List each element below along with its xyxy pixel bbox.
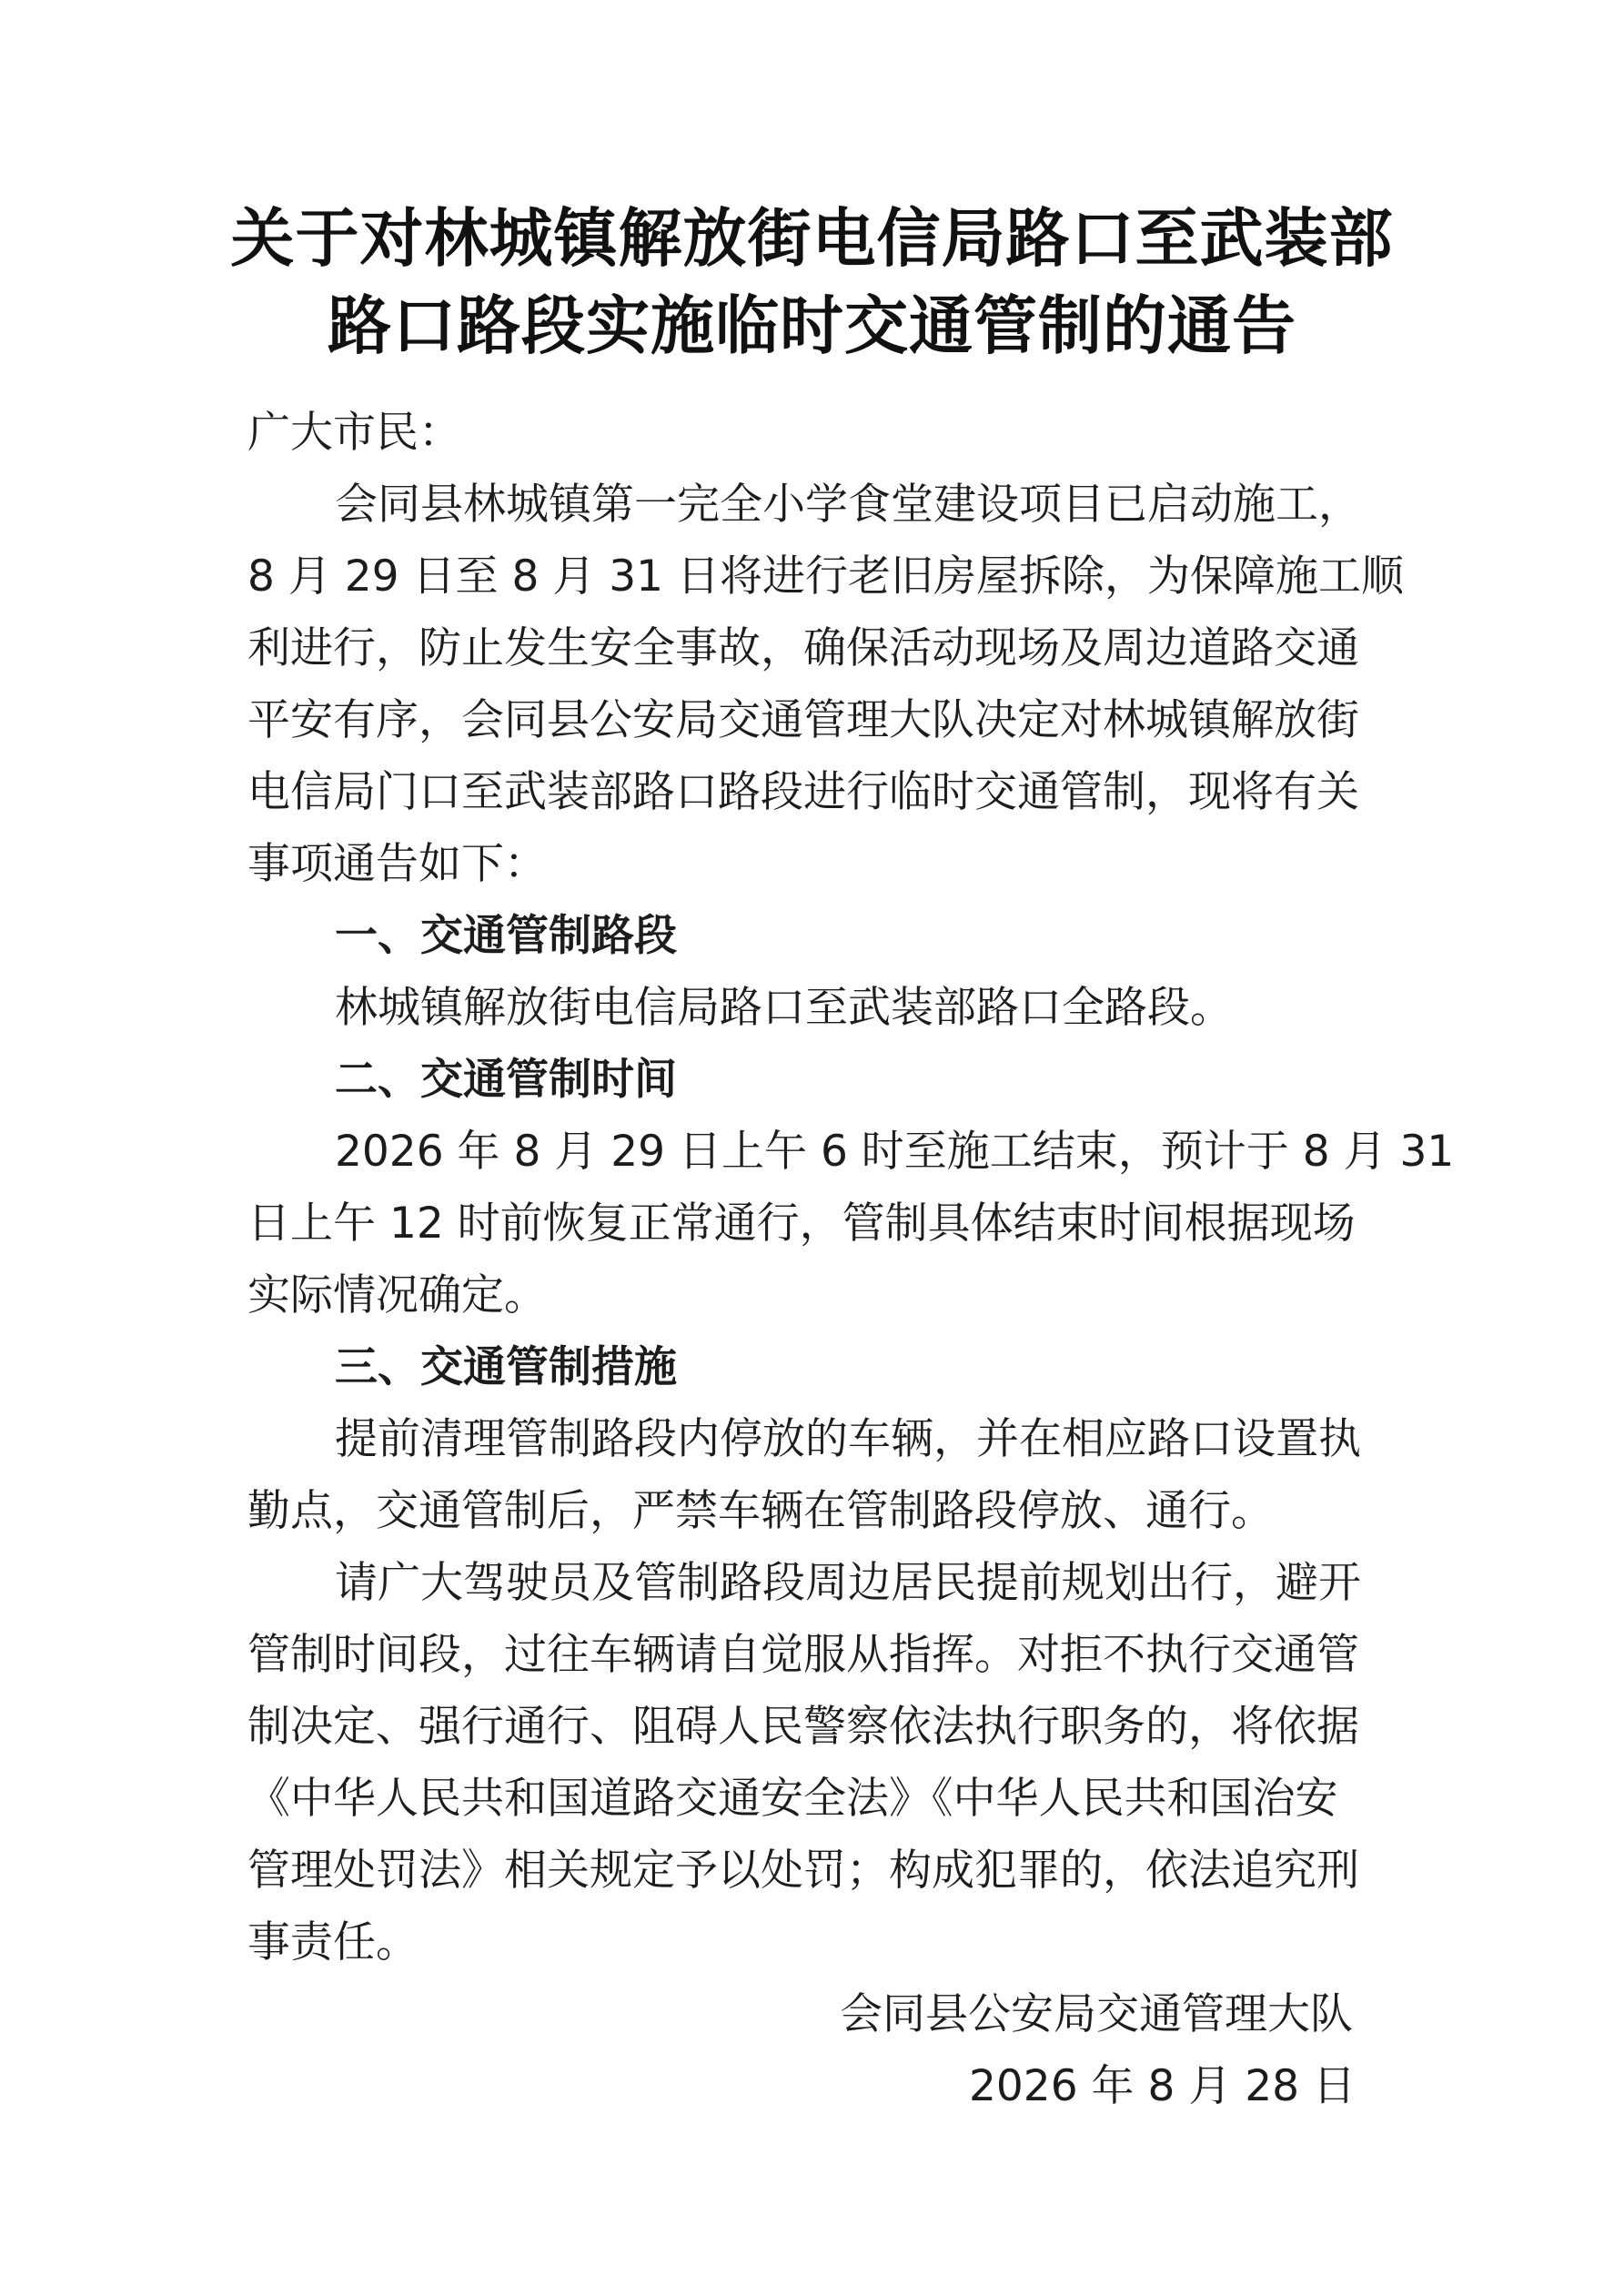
- section-1-line: 林城镇解放街电信局路口至武装部路口全路段。: [335, 983, 1233, 1033]
- closing-line: 管制时间段，过往车辆请自觉服从指挥。对拒不执行交通管: [247, 1630, 1359, 1680]
- intro-line: 平安有序，会同县公安局交通管理大队决定对林城镇解放街: [247, 695, 1359, 745]
- document-title-line-2: 路口路段实施临时交通管制的通告: [328, 288, 1296, 363]
- intro-line: 会同县林城镇第一完全小学食堂建设项目已启动施工，: [335, 480, 1361, 530]
- section-heading-3: 三、交通管制措施: [335, 1342, 677, 1392]
- intro-line: 利进行，防止发生安全事故，确保活动现场及周边道路交通: [247, 623, 1359, 673]
- signature-organization: 会同县公安局交通管理大队: [840, 1989, 1353, 2039]
- section-2-line: 2026 年 8 月 29 日上午 6 时至施工结束，预计于 8 月 31: [335, 1127, 1455, 1177]
- intro-line: 事项通告如下：: [247, 839, 547, 889]
- closing-line: 请广大驾驶员及管制路段周边居民提前规划出行，避开: [335, 1558, 1361, 1608]
- closing-line: 事责任。: [247, 1917, 419, 1967]
- closing-line: 管理处罚法》相关规定予以处罚；构成犯罪的，依法追究刑: [247, 1846, 1359, 1896]
- section-2-line: 实际情况确定。: [247, 1270, 547, 1320]
- section-3-line: 提前清理管制路段内停放的车辆，并在相应路口设置执: [335, 1414, 1361, 1464]
- document-title-line-1: 关于对林城镇解放街电信局路口至武装部: [230, 201, 1394, 276]
- closing-line: 制决定、强行通行、阻碍人民警察依法执行职务的，将依据: [247, 1702, 1359, 1752]
- intro-line: 8 月 29 日至 8 月 31 日将进行老旧房屋拆除，为保障施工顺: [247, 551, 1404, 602]
- salutation: 广大市民：: [247, 408, 461, 458]
- section-3-line: 勤点，交通管制后，严禁车辆在管制路段停放、通行。: [247, 1486, 1274, 1536]
- section-heading-2: 二、交通管制时间: [335, 1055, 677, 1105]
- signature-date: 2026 年 8 月 28 日: [969, 2061, 1357, 2111]
- section-heading-1: 一、交通管制路段: [335, 911, 677, 961]
- closing-line: 《中华人民共和国道路交通安全法》《中华人民共和国治安: [247, 1774, 1338, 1824]
- section-2-line: 日上午 12 时前恢复正常通行，管制具体结束时间根据现场: [247, 1199, 1356, 1249]
- intro-line: 电信局门口至武装部路口路段进行临时交通管制，现将有关: [247, 767, 1359, 817]
